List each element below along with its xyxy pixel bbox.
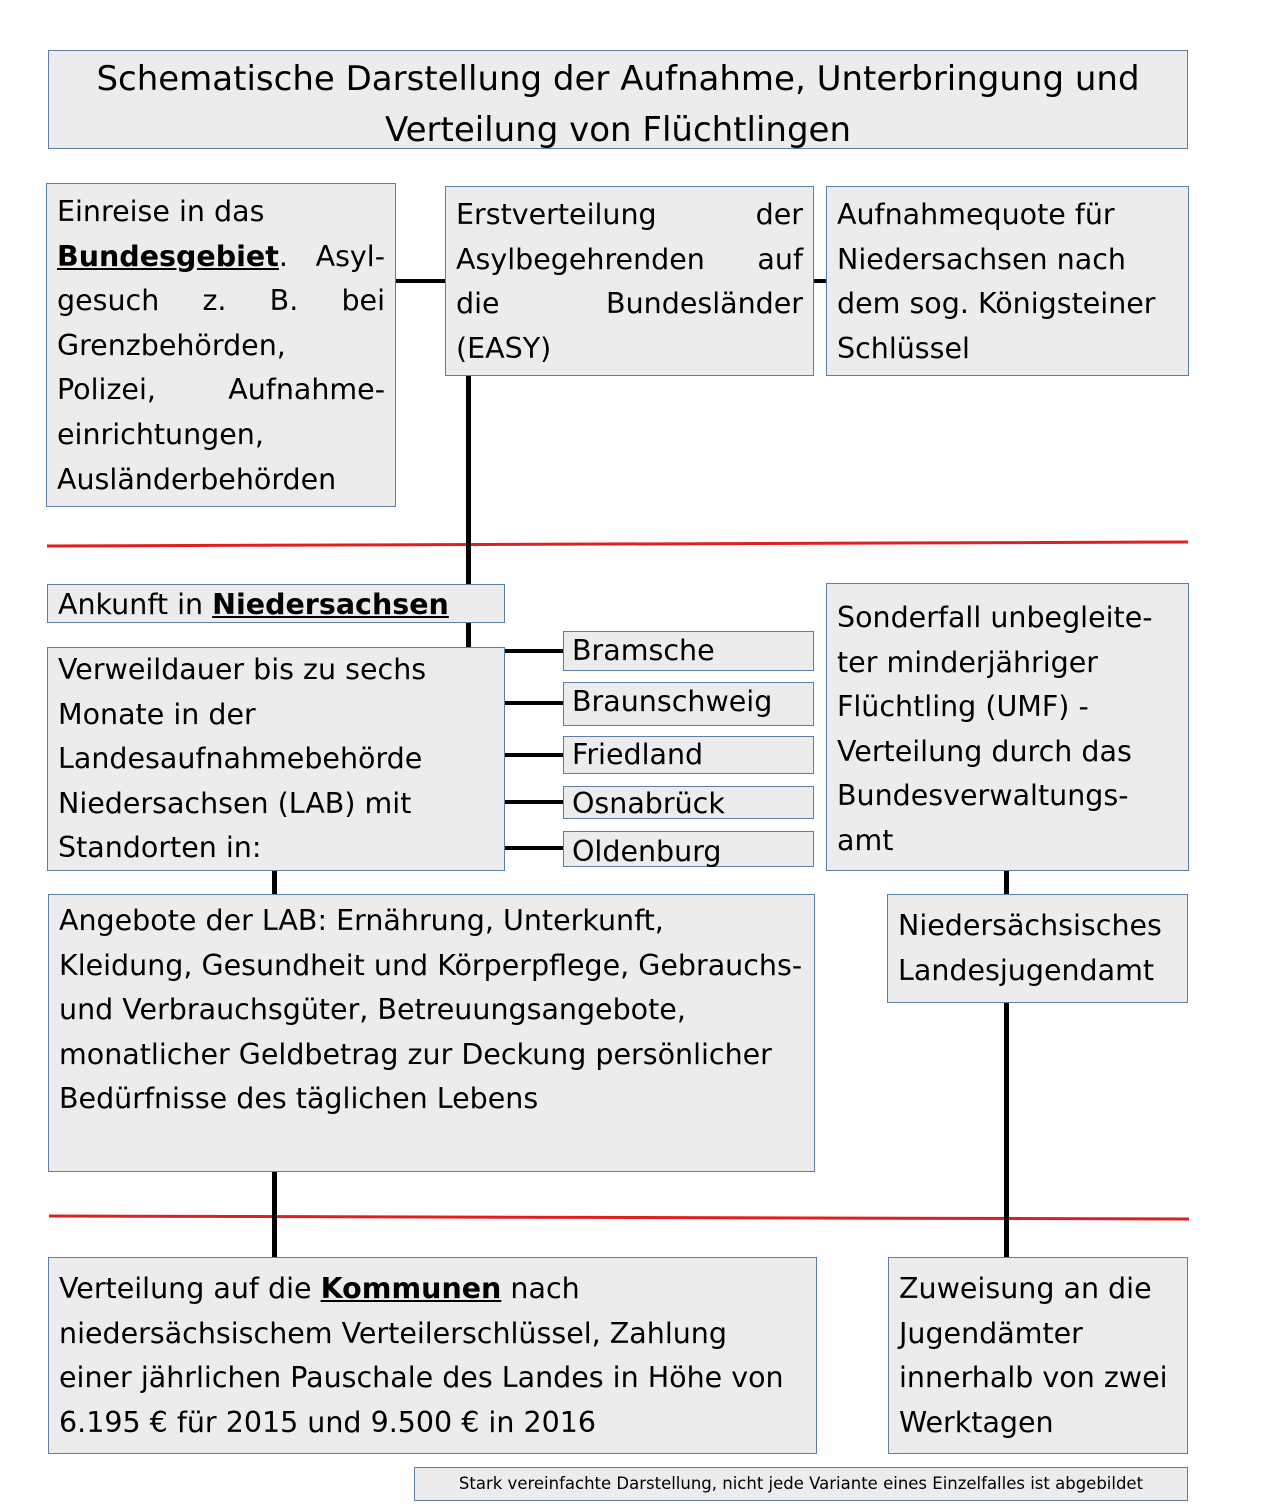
verweildauer-text: Verweildauer bis zu sechs Monate in der Landesaufnahmebehörde Niedersachsen (LAB) mit Standorten in:: [58, 653, 427, 865]
box-ankunft: [47, 584, 505, 623]
location-label: Bramsche: [572, 634, 715, 667]
connector-erstverteilung-ankunft: [466, 376, 471, 584]
connector-braunschweig: [505, 701, 563, 705]
box-zuweisung: [888, 1257, 1188, 1454]
diagram-title: [48, 50, 1188, 149]
box-einreise: [46, 183, 396, 507]
connector-ankunft-standorte: [466, 623, 471, 648]
einreise-bundesgebiet: Bundesgebiet: [57, 239, 279, 273]
connector-sonderfall-landesjugendamt: [1004, 871, 1009, 894]
location-bramsche: [563, 631, 814, 671]
location-label: Oldenburg: [572, 835, 722, 868]
connector-verweildauer-angebote: [272, 871, 277, 894]
erstverteilung-text: Erstverteilung der Asylbegehrenden auf die Bundesländer (EASY): [456, 198, 803, 365]
angebote-text: Angebote der LAB: Ernährung, Unterkunft, Kleidung, Gesundheit und Körperpflege, Gebrauchs- und Verbrauchsgüter, Betreuungsangebote, monatlicher Geldbetrag zur Deckung persönlicher Bedürfnisse des täglichen Lebens: [59, 904, 803, 1116]
location-label: Osnabrück: [572, 787, 725, 820]
connector-bramsche: [505, 649, 563, 653]
location-friedland: [563, 736, 814, 774]
sonderfall-text: Sonderfall unbegleite-ter minderjähriger Flüchtling (UMF) - Verteilung durch das Bundesverwaltungs-amt: [837, 601, 1153, 857]
box-verweildauer: [47, 647, 505, 871]
connector-friedland: [505, 753, 563, 757]
connector-landesjugendamt-zuweisung: [1004, 1003, 1009, 1257]
connector-angebote-kommunen: [272, 1172, 277, 1257]
footnote: [414, 1467, 1188, 1501]
box-kommunen: [48, 1257, 817, 1454]
connector-einreise-erstverteilung: [396, 279, 445, 283]
separator-line-bottom: [49, 1216, 1189, 1219]
ankunft-niedersachsen: Niedersachsen: [212, 588, 449, 621]
landesjugendamt-text: Niedersächsisches Landesjugendamt: [898, 909, 1162, 987]
separator-line-top: [47, 542, 1188, 546]
aufnahmequote-text: Aufnahmequote für Niedersachsen nach dem sog. Königsteiner Schlüssel: [837, 198, 1156, 365]
ankunft-prefix: Ankunft in: [58, 588, 213, 621]
einreise-rest: . Asyl-gesuch z. B. bei Grenzbehörden, Polizei, Aufnahme-einrichtungen, Ausländerbehörden: [57, 239, 385, 496]
diagram-title-text: Schematische Darstellung der Aufnahme, Unterbringung und Verteilung von Flüchtlingen: [96, 59, 1140, 150]
zuweisung-text: Zuweisung an die Jugendämter innerhalb von zwei Werktagen: [899, 1272, 1168, 1439]
kommunen-prefix: Verteilung auf die: [59, 1272, 321, 1305]
connector-erstverteilung-quote: [814, 279, 826, 283]
box-sonderfall: [826, 583, 1189, 871]
footnote-text: Stark vereinfachte Darstellung, nicht jede Variante eines Einzelfalles ist abgebildet: [458, 1474, 1144, 1493]
location-oldenburg: [563, 831, 814, 867]
einreise-line1: Einreise in das: [57, 195, 265, 228]
kommunen-strong: Kommunen: [320, 1272, 502, 1305]
box-angebote: [48, 894, 815, 1172]
connector-oldenburg: [505, 846, 563, 850]
location-osnabrueck: [563, 786, 814, 819]
location-label: Friedland: [572, 738, 704, 771]
box-aufnahmequote: [826, 186, 1189, 376]
location-braunschweig: [563, 682, 814, 726]
connector-osnabrueck: [505, 800, 563, 804]
box-erstverteilung: [445, 186, 814, 376]
kommunen-rest: nach niedersächsischem Verteilerschlüssel, Zahlung einer jährlichen Pauschale des Landes in Höhe von 6.195 € für 2015 und 9.500 € in 2016: [59, 1272, 784, 1439]
location-label: Braunschweig: [572, 685, 773, 718]
box-landesjugendamt: [887, 894, 1188, 1003]
